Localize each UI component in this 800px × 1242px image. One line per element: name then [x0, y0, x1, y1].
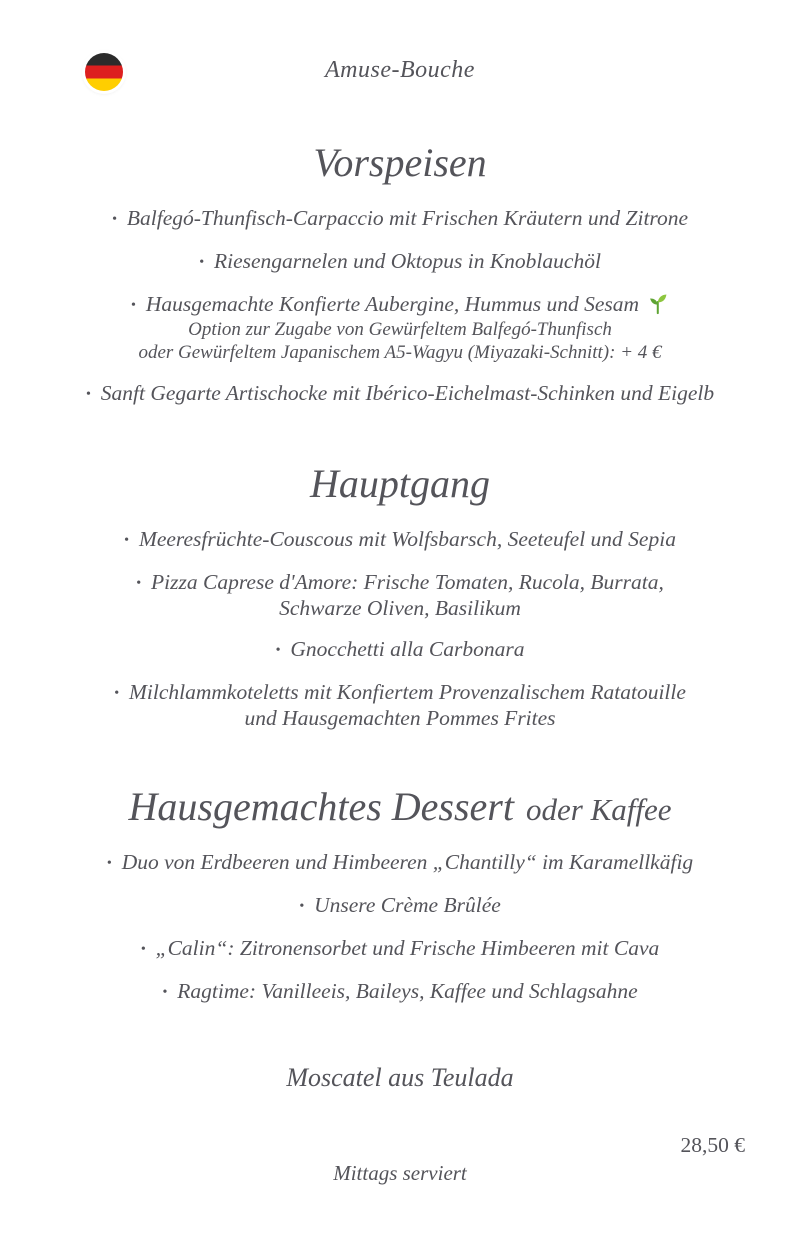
menu-item-text: Duo von Erdbeeren und Himbeeren „Chantilly“ im Karamellkäfig [121, 850, 694, 874]
menu-item-list [0, 850, 800, 1005]
service-note: Mittags serviert [333, 1161, 467, 1185]
bullet-icon: • [199, 255, 204, 270]
bullet-icon: • [162, 985, 168, 1000]
menu-item-text: Ragtime: Vanilleeis, Baileys, Kaffee und Schlagsahne [177, 979, 638, 1003]
bullet-icon: • [111, 212, 117, 227]
menu-item-text: Pizza Caprese d'Amore: Frische Tomaten, Rucola, Burrata, [151, 570, 664, 594]
menu-item-text: Unsere Crème Brûlée [314, 893, 501, 917]
section-title [0, 140, 800, 186]
menu-item [0, 570, 800, 620]
menu-item [0, 893, 800, 919]
menu-section [0, 140, 800, 407]
menu-item-line [0, 570, 800, 596]
wine-pairing: Moscatel aus Teulada [286, 1063, 514, 1092]
german-flag-icon[interactable] [85, 53, 123, 91]
menu-item [0, 680, 800, 730]
bullet-icon: • [85, 387, 91, 402]
menu-item [0, 850, 800, 876]
menu-item-line [0, 706, 800, 730]
bullet-icon: • [140, 942, 146, 957]
menu-item-line [0, 292, 800, 318]
bullet-icon: • [299, 899, 305, 914]
bullet-icon: • [106, 856, 112, 871]
menu-item [0, 936, 800, 962]
menu-item-note [0, 318, 800, 364]
menu-sections [0, 140, 800, 1005]
menu-item-line [0, 680, 800, 706]
menu-item-text: Milchlammkoteletts mit Konfiertem Provenzalischem Ratatouille [129, 680, 686, 704]
menu-item [0, 637, 800, 663]
menu-item-line [0, 979, 800, 1005]
menu-item-text: Schwarze Oliven, Basilikum [279, 596, 521, 620]
menu-item-line [0, 527, 800, 553]
menu-item-line [0, 850, 800, 876]
menu-price: 28,50 € [680, 1133, 745, 1157]
menu-item-text: Sanft Gegarte Artischocke mit Ibérico-Eichelmast-Schinken und Eigelb [100, 381, 715, 405]
menu-section [0, 784, 800, 1005]
bullet-icon: • [124, 533, 129, 548]
section-title-main: Vorspeisen [313, 140, 487, 185]
menu-item [0, 292, 800, 364]
bullet-icon: • [275, 643, 281, 658]
menu-section [0, 461, 800, 730]
menu-item-note-line: oder Gewürfeltem Japanischem A5-Wagyu (Miyazaki-Schnitt): + 4 € [138, 342, 662, 363]
course-header: Amuse-Bouche [325, 57, 475, 83]
seedling-icon [646, 292, 669, 315]
menu-item-line [0, 893, 800, 919]
menu-item-text: Meeresfrüchte-Couscous mit Wolfsbarsch, Seeteufel und Sepia [138, 527, 676, 551]
menu-item-line [0, 596, 800, 620]
menu-item [0, 249, 800, 275]
menu-item-line [0, 206, 800, 232]
menu-item-line [0, 637, 800, 663]
menu-item-text: Riesengarnelen und Oktopus in Knoblauchöl [213, 249, 601, 273]
bullet-icon: • [136, 576, 142, 591]
section-title-main: Hauptgang [310, 461, 490, 506]
menu-item [0, 979, 800, 1005]
bullet-icon: • [114, 686, 119, 701]
menu-item-text: Hausgemachte Konfierte Aubergine, Hummus und Sesam [145, 292, 640, 316]
menu-item-text: und Hausgemachten Pommes Frites [244, 706, 556, 730]
menu-item [0, 381, 800, 407]
section-title-main: Hausgemachtes Dessert [128, 784, 514, 829]
section-title [0, 461, 800, 507]
menu-item-note-line: Option zur Zugabe von Gewürfeltem Balfegó-Thunfisch [188, 319, 612, 340]
menu-item-text: Gnocchetti alla Carbonara [290, 637, 525, 661]
section-title [0, 784, 800, 830]
menu-item-list [0, 527, 800, 730]
menu-item-line [0, 936, 800, 962]
menu-item [0, 206, 800, 232]
bullet-icon: • [130, 298, 136, 313]
menu-item-list [0, 206, 800, 407]
menu-item-line [0, 249, 800, 275]
menu-item-text: Balfegó-Thunfisch-Carpaccio mit Frischen Kräutern und Zitrone [126, 206, 689, 230]
menu-item [0, 527, 800, 553]
menu-item-text: „Calin“: Zitronensorbet und Frische Himbeeren mit Cava [155, 936, 660, 960]
menu-item-line [0, 381, 800, 407]
section-title-suffix: oder Kaffee [526, 792, 672, 827]
